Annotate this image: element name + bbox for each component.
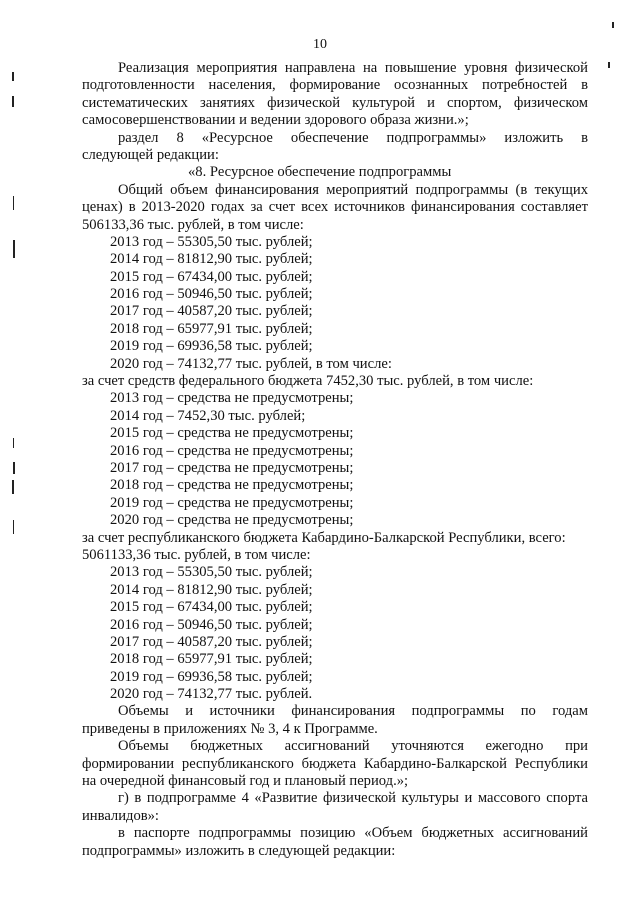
text-line: Общий объем финансирования мероприятий подпрограммы (в текущих [118,181,588,198]
text-line: 2019 год – 69936,58 тыс. рублей; [110,338,313,355]
text-line: 2018 год – 65977,91 тыс. рублей; [110,320,313,337]
scan-margin-mark [13,462,15,474]
text-line: инвалидов»: [82,807,159,824]
text-line: за счет республиканского бюджета Кабардино-Балкарской Республики, всего: [82,529,566,546]
scan-margin-mark [13,438,14,448]
text-line: Объемы и источники финансирования подпрограммы по годам [118,703,588,720]
text-line: подготовленности населения, формирование осознанных потребностей в [82,77,588,94]
text-line: Реализация мероприятия направлена на повышение уровня физической [118,60,588,76]
text-line: 2014 год – 81812,90 тыс. рублей; [110,251,313,268]
text-line: 2016 год – средства не предусмотрены; [110,442,354,459]
page-number: 10 [313,37,327,52]
text-line: 2014 год – 81812,90 тыс. рублей; [110,581,313,598]
text-line: 2013 год – 55305,50 тыс. рублей; [110,564,313,581]
text-line: за счет средств федерального бюджета 7452,30 тыс. рублей, в том числе: [82,373,534,390]
scan-margin-mark [12,96,14,107]
text-line: самосовершенствовании и ведении здорового образа жизни.»; [82,112,469,129]
text-line: 2014 год – 7452,30 тыс. рублей; [110,407,306,424]
text-line: Объемы бюджетных ассигнований уточняются ежегодно при [118,738,588,755]
text-line: раздел 8 «Ресурсное обеспечение подпрограммы» изложить в [118,129,588,146]
scan-margin-mark [612,22,614,28]
text-line: 2013 год – 55305,50 тыс. рублей; [110,233,313,250]
text-line: 2015 год – 67434,00 тыс. рублей; [110,599,313,616]
text-line: следующей редакции: [82,146,219,163]
text-line: подпрограммы» изложить в следующей редакции: [82,842,396,859]
text-line: 2018 год – 65977,91 тыс. рублей; [110,651,313,668]
scan-margin-mark [12,480,14,494]
text-line: систематических занятиях физической культурой и спортом, физическом [82,94,588,111]
scan-margin-mark [13,520,14,534]
text-line: 2017 год – 40587,20 тыс. рублей; [110,303,313,320]
scan-margin-mark [13,196,14,210]
scan-margin-mark [608,62,610,68]
text-line: 2019 год – 69936,58 тыс. рублей; [110,668,313,685]
text-line: 2017 год – 40587,20 тыс. рублей; [110,633,313,650]
text-line: «8. Ресурсное обеспечение подпрограммы [188,164,452,181]
text-line: формировании республиканского бюджета Кабардино-Балкарской Республики [82,755,588,772]
text-line: 2018 год – средства не предусмотрены; [110,477,354,494]
text-line: 2019 год – средства не предусмотрены; [110,494,354,511]
text-line: 2016 год – 50946,50 тыс. рублей; [110,286,313,303]
text-line: г) в подпрограмме 4 «Развитие физической культуры и массового спорта [118,790,588,807]
text-line: в паспорте подпрограммы позицию «Объем бюджетных ассигнований [118,825,588,842]
text-line: 5061133,36 тыс. рублей, в том числе: [82,546,311,563]
text-line: 2017 год – средства не предусмотрены; [110,459,354,476]
text-line: ценах) в 2013-2020 годах за счет всех источников финансирования составляет [82,199,588,216]
text-line: на очередной финансовый год и плановый период.»; [82,773,409,790]
text-line: 2015 год – 67434,00 тыс. рублей; [110,268,313,285]
text-line: 2020 год – 74132,77 тыс. рублей. [110,686,313,703]
scan-margin-mark [13,240,15,258]
scan-margin-mark [12,72,14,81]
text-line: 506133,36 тыс. рублей, в том числе: [82,216,304,233]
text-line: приведены в приложениях № 3, 4 к Программе. [82,720,378,737]
text-line: 2015 год – средства не предусмотрены; [110,425,354,442]
text-line: 2020 год – средства не предусмотрены; [110,512,354,529]
text-line: 2013 год – средства не предусмотрены; [110,390,354,407]
text-line: 2016 год – 50946,50 тыс. рублей; [110,616,313,633]
document-body [82,60,588,860]
text-line: 2020 год – 74132,77 тыс. рублей, в том числе: [110,355,392,372]
